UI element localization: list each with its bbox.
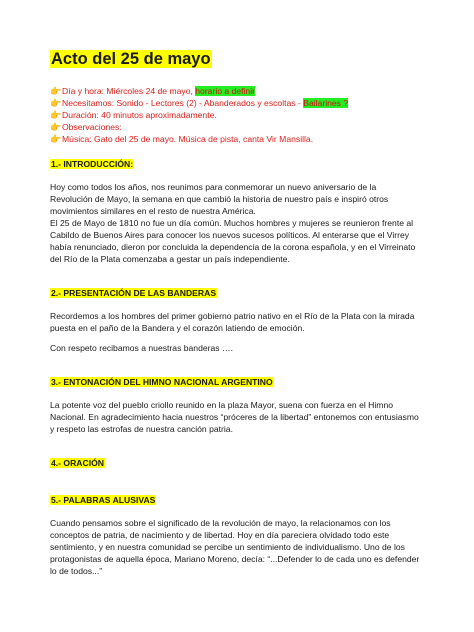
dancers-highlight: Bailarines ? bbox=[303, 98, 349, 108]
spacer bbox=[50, 480, 420, 494]
section-paragraph: La potente voz del pueblo criollo reunido en la plaza Mayor, suena con fuerza en el Himno Nacional. En agradecimiento hacia nuestros “próceres de la libertad” entonemos con entusiasmo y respeto las estrofas de nuestra canción patria. bbox=[50, 400, 419, 434]
date-value: Miércoles 24 de mayo, bbox=[106, 86, 196, 96]
section-paragraph: Cuando pensamos sobre el significado de la revolución de mayo, la relacionamos con los conceptos de patria, de nacimiento y de libertad. Hoy en día pareciera olvidado todo este sentimiento, y en nuestra comunidad se percibe un sentimiento de individualismo. Uno de los protagonistas de aquella época, Mariano Moreno, decía: “...Defender lo de cada uno es defender lo de todos...” bbox=[50, 518, 420, 576]
document-title bbox=[50, 50, 420, 69]
section-heading-introduction bbox=[50, 158, 420, 170]
pointing-hand-icon: 👉 bbox=[50, 86, 62, 96]
section-paragraph: El 25 de Mayo de 1810 no fue un día común. Muchos hombres y mujeres se reunieron frente al Cabildo de Buenos Aires para conocer los nuevos sucesos políticos. Al enterarse que el Virrey había renunciado, dieron por concluida la dependencia de la corona española, y en el Virreinato del Río de la Plata comenzaba a gestar un país independiente. bbox=[50, 218, 416, 264]
time-to-define-highlight: horario a definir bbox=[195, 86, 255, 96]
info-line-observations bbox=[50, 121, 420, 133]
section-heading-text: 3.- ENTONACIÓN DEL HIMNO NACIONAL ARGENTINO bbox=[51, 377, 273, 387]
section-paragraph: Con respeto recibamos a nuestras banderas …. bbox=[50, 343, 233, 353]
needs-text: Necesitamos: Sonido - Lectores (2) - Abanderados y escoltas - bbox=[62, 98, 304, 108]
info-line-music bbox=[50, 133, 420, 145]
date-label: Día y hora: bbox=[62, 86, 107, 96]
section-heading-text: 1.- INTRODUCCIÓN: bbox=[51, 159, 134, 169]
pointing-hand-icon: 👉 bbox=[50, 110, 62, 120]
pointing-hand-icon: 👉 bbox=[50, 134, 62, 144]
spacer bbox=[50, 273, 420, 287]
section-paragraph: Recordemos a los hombres del primer gobierno patrio nativo en el Río de la Plata con la mirada puesta en el paño de la Bandera y el corazón latiendo de emoción. bbox=[50, 311, 415, 333]
pointing-hand-icon: 👉 bbox=[50, 122, 62, 132]
section-paragraph: Hoy como todos los años, nos reunimos para conmemorar un nuevo aniversario de la Revolución de Mayo, la semana en que cambió la historia de nuestro país e inspiró otros movimientos similares en el resto de nuestra América. bbox=[50, 182, 389, 216]
section-heading-speech bbox=[50, 494, 420, 506]
document-content bbox=[50, 50, 420, 585]
section-heading-anthem bbox=[50, 376, 420, 388]
title-text: Acto del 25 de mayo bbox=[51, 50, 211, 68]
music-text: Música: Gato del 25 de mayo. Música de pista, canta Vir Mansilla. bbox=[62, 134, 314, 144]
info-line-date bbox=[50, 85, 420, 97]
section-heading-prayer bbox=[50, 457, 420, 469]
info-line-needs bbox=[50, 97, 420, 109]
info-line-duration bbox=[50, 109, 420, 121]
observations-text: Observaciones: bbox=[62, 122, 122, 132]
event-info bbox=[50, 85, 420, 145]
section-heading-flags bbox=[50, 287, 420, 299]
duration-text: Duración: 40 minutos aproximadamente. bbox=[62, 110, 217, 120]
spacer bbox=[50, 443, 420, 457]
pointing-hand-icon: 👉 bbox=[50, 98, 62, 108]
section-heading-text: 2.- PRESENTACIÓN DE LAS BANDERAS bbox=[51, 288, 217, 298]
section-heading-text: 4.- ORACIÓN bbox=[51, 458, 104, 468]
section-heading-text: 5.- PALABRAS ALUSIVAS bbox=[51, 495, 156, 505]
spacer bbox=[50, 362, 420, 376]
